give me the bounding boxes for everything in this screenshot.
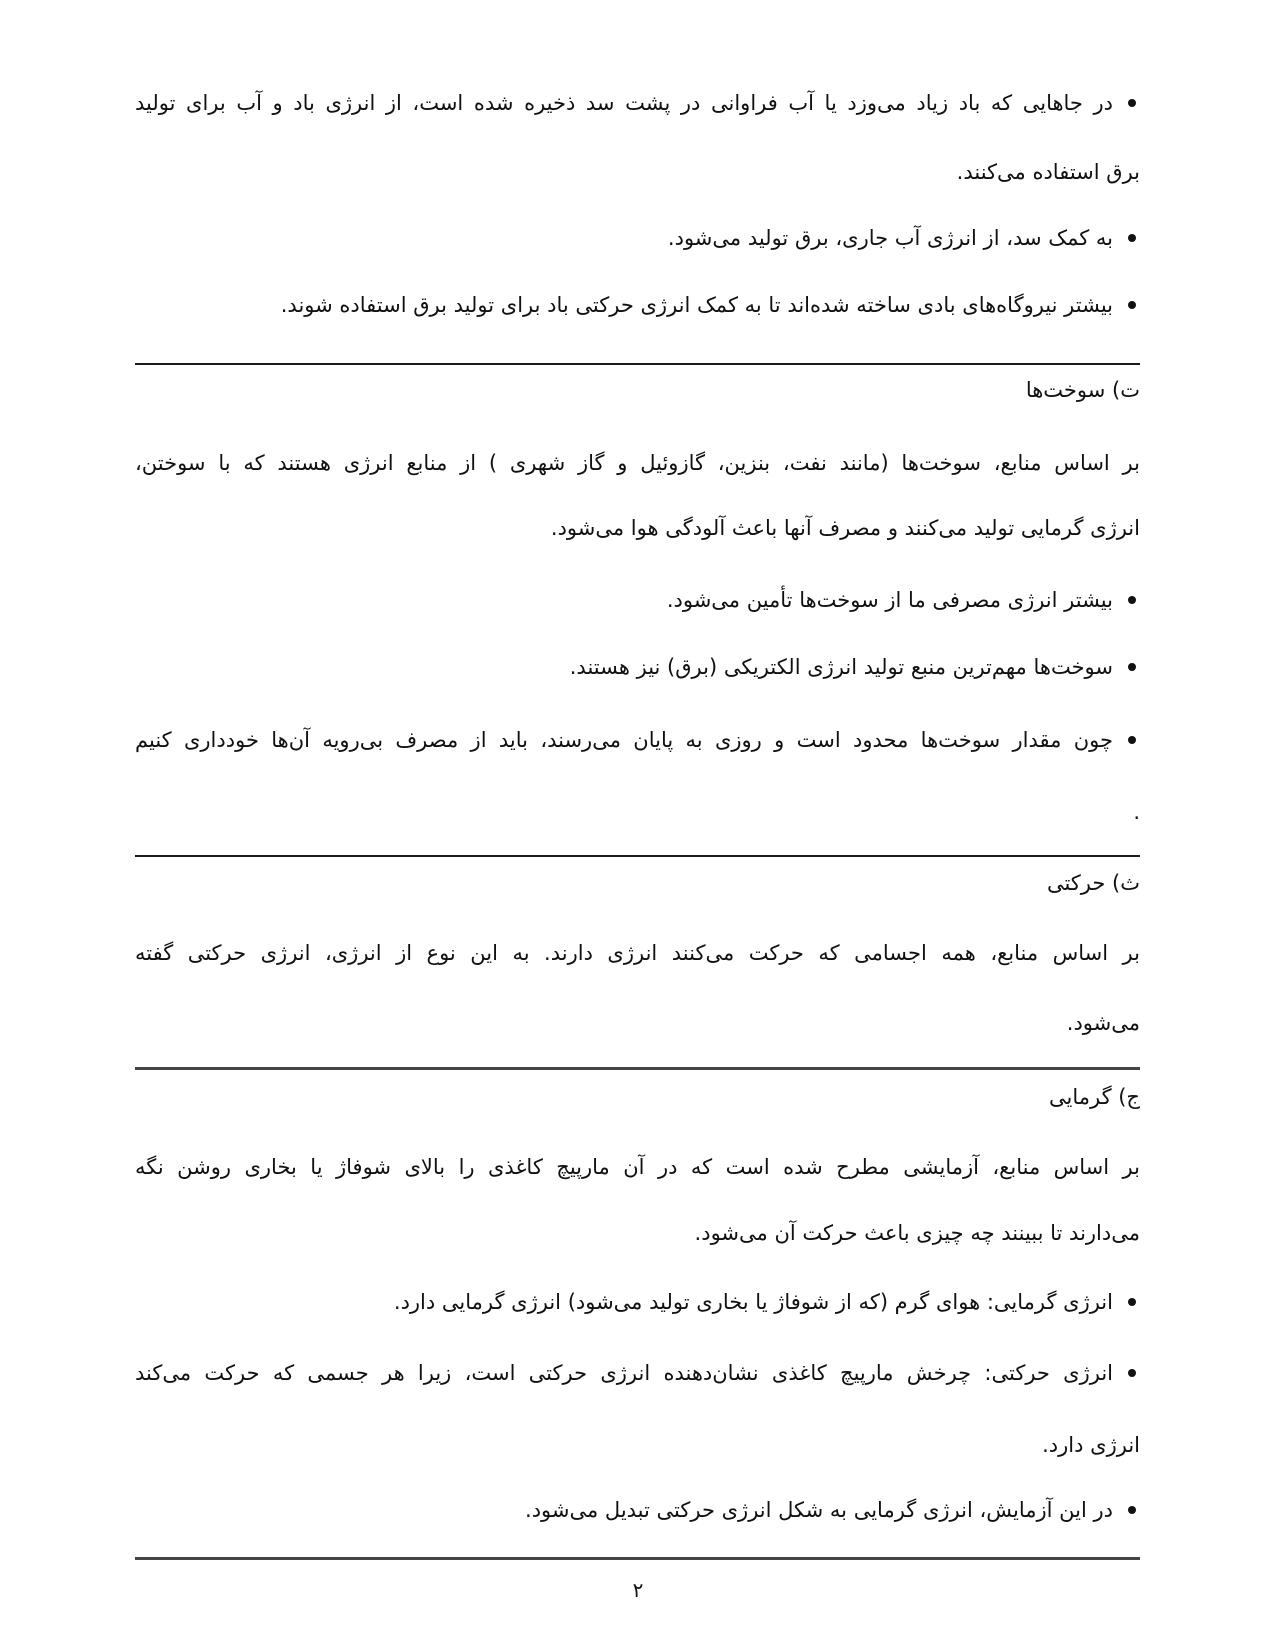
bullet-icon: [1128, 1369, 1136, 1377]
bullet-item-text: به کمک سد، از انرژی آب جاری، برق تولید می‌شود.: [667, 226, 1113, 250]
bullet-icon: [1128, 663, 1136, 671]
section-divider: [135, 363, 1140, 365]
bullet-item-text: در این آزمایش، انرژی گرمایی به شکل انرژی حرکتی تبدیل می‌شود.: [525, 1498, 1113, 1522]
bullet-icon: [1128, 1506, 1136, 1514]
paragraph-line: انرژی گرمایی تولید می‌کنند و مصرف آنها باعث آلودگی هوا می‌شود.: [550, 516, 1140, 540]
section-heading-fuels: ت) سوخت‌ها: [1025, 378, 1140, 402]
paragraph-line: بر اساس منابع، آزمایشی مطرح شده است که در آن مارپیچ کاغذی را بالای شوفاژ یا بخاری روشن نگه: [135, 1155, 1140, 1179]
bullet-item-text: انرژی گرمایی: هوای گرم (که از شوفاژ یا بخاری تولید می‌شود) انرژی گرمایی دارد.: [393, 1290, 1113, 1314]
bullet-item-text: چون مقدار سوخت‌ها محدود است و روزی به پایان می‌رسند، باید از مصرف بی‌رویه آن‌ها خودداری کنیم: [135, 728, 1113, 752]
bullet-icon: [1128, 234, 1136, 242]
paragraph-line: می‌شود.: [1066, 1011, 1140, 1035]
bullet-item-text: بیشتر نیروگاه‌های بادی ساخته شده‌اند تا به کمک انرژی حرکتی باد برای تولید برق استفاده شوند.: [280, 293, 1113, 317]
bullet-item-text: انرژی حرکتی: چرخش مارپیچ کاغذی نشان‌دهنده انرژی حرکتی است، زیرا هر جسمی که حرکت می‌کند: [135, 1361, 1113, 1385]
trailing-period: .: [1133, 800, 1140, 824]
section-heading-thermal: ج) گرمایی: [1048, 1085, 1140, 1109]
bullet-item-text: در جاهایی که باد زیاد می‌وزد یا آب فراوانی در پشت سد ذخیره شده است، از انرژی باد و آب برای تولید: [135, 91, 1113, 115]
bullet-icon: [1128, 1298, 1136, 1306]
page-number: ۲: [632, 1578, 644, 1602]
bullet-item-text: سوخت‌ها مهم‌ترین منبع تولید انرژی الکتریکی (برق) نیز هستند.: [569, 655, 1113, 679]
paragraph-line: بر اساس منابع، سوخت‌ها (مانند نفت، بنزین، گازوئیل و گاز شهری ) از منابع انرژی هستند که با سوختن،: [135, 451, 1140, 475]
paragraph-line: بر اساس منابع، همه اجسامی که حرکت می‌کنند انرژی دارند. به این نوع از انرژی، انرژی حرکتی گفته: [135, 941, 1140, 965]
bullet-icon: [1128, 736, 1136, 744]
bullet-item-continuation: انرژی دارد.: [1042, 1433, 1140, 1457]
paragraph-line: می‌دارند تا ببینند چه چیزی باعث حرکت آن می‌شود.: [694, 1221, 1140, 1245]
section-divider: [135, 1067, 1140, 1070]
section-divider: [135, 855, 1140, 857]
bullet-item-text: بیشتر انرژی مصرفی ما از سوخت‌ها تأمین می‌شود.: [666, 588, 1113, 612]
bullet-item-continuation: برق استفاده می‌کنند.: [956, 160, 1140, 184]
footer-divider: [135, 1557, 1140, 1560]
bullet-icon: [1128, 596, 1136, 604]
bullet-icon: [1128, 301, 1136, 309]
bullet-icon: [1128, 99, 1136, 107]
section-heading-kinetic: ث) حرکتی: [1046, 871, 1140, 895]
